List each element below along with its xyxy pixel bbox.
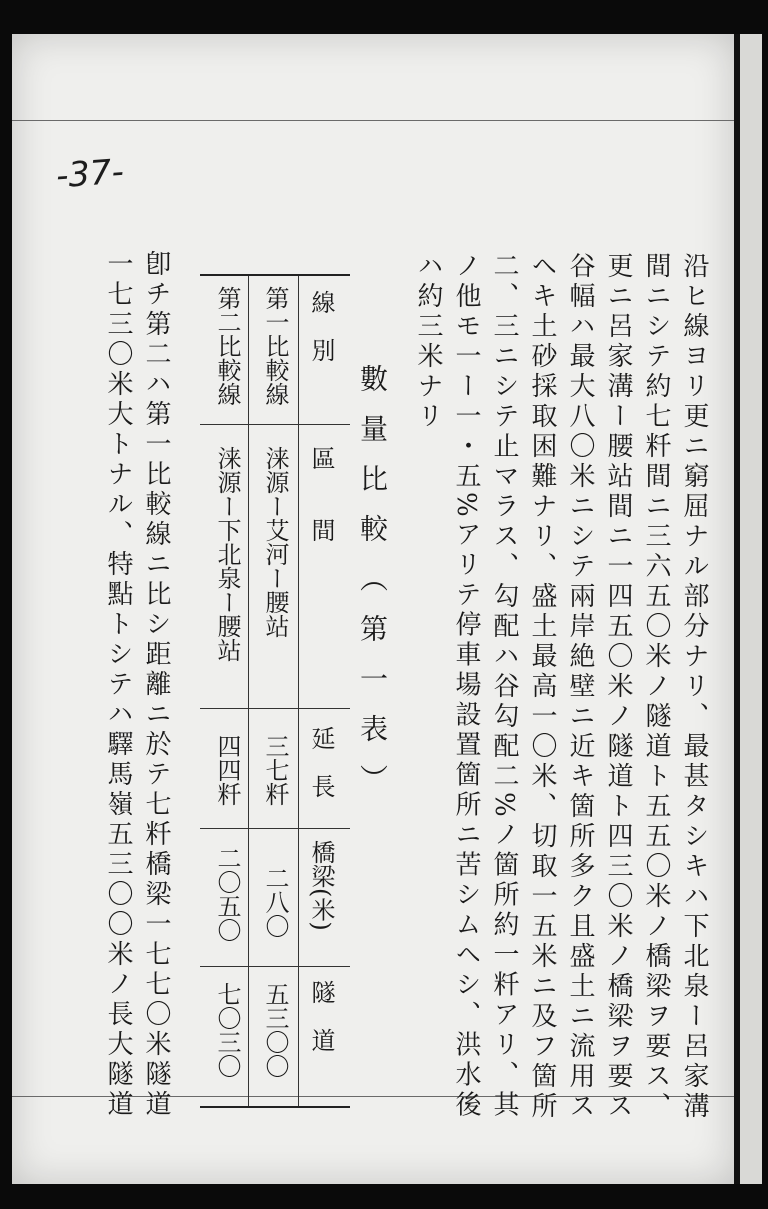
paragraph-line-2: 間ニシテ約七粁間ニ三六五〇米ノ隧道ト五五〇米ノ橋梁ヲ要ス、	[641, 252, 671, 1122]
comparison-table	[200, 274, 350, 1108]
page-number: -37-	[54, 151, 126, 197]
top-rule	[12, 120, 734, 121]
row1-line: 第一比較線	[261, 286, 289, 406]
table-hline-2	[200, 708, 350, 709]
table-vline-1	[298, 276, 299, 1106]
paragraph-line-5: ヘキ土砂採取困難ナリ、盛土最高一〇米、切取一五米ニ及フ箇所	[527, 252, 557, 1122]
document-page	[12, 34, 734, 1184]
header-length: 延 長	[307, 726, 335, 798]
header-tunnel: 隧 道	[307, 980, 335, 1052]
paragraph-line-3: 更ニ呂家溝ー腰站間ニ一四五〇米ノ隧道ト四三〇米ノ橋梁ヲ要ス	[603, 252, 633, 1122]
section-title: 數量比較（第一表）	[356, 364, 389, 814]
row1-section: 涞源ー艾河ー腰站	[261, 446, 289, 638]
header-line: 線 別	[307, 290, 335, 362]
closing-line-1: 卽チ第二ハ第一比較線ニ比シ距離ニ於テ七粁橋梁一七七〇米隧道	[141, 250, 171, 1120]
page-binding-edge	[734, 34, 762, 1184]
table-hline-1	[200, 424, 350, 425]
header-bridge: 橋梁(米)	[307, 840, 335, 931]
row2-section: 涞源ー下北泉ー腰站	[213, 446, 241, 662]
row2-bridge: 二〇五〇	[213, 846, 241, 942]
row2-line: 第二比較線	[213, 286, 241, 406]
row1-length: 三七粁	[261, 734, 289, 806]
paragraph-line-8: ハ約三米ナリ	[413, 252, 443, 432]
row2-length: 四四粁	[213, 734, 241, 806]
table-vline-2	[248, 276, 249, 1106]
header-section: 區 間	[307, 446, 335, 542]
closing-line-2: 一七三〇米大トナル、特點トシテハ驛馬嶺五三〇〇米ノ長大隧道	[103, 250, 133, 1120]
row1-bridge: 二八〇	[261, 866, 289, 938]
table-hline-4	[200, 966, 350, 967]
table-hline-3	[200, 828, 350, 829]
paragraph-line-1: 沿ヒ線ヨリ更ニ窮屈ナル部分ナリ、最甚タシキハ下北泉ー呂家溝	[679, 252, 709, 1122]
row2-tunnel: 七〇三〇	[213, 982, 241, 1078]
paragraph-line-4: 谷幅ハ最大八〇米ニシテ兩岸絶壁ニ近キ箇所多ク且盛土ニ流用ス	[565, 252, 595, 1122]
row1-tunnel: 五三〇〇	[261, 982, 289, 1078]
paragraph-line-6: 二、三ニシテ止マラス、勾配ハ谷勾配二%ノ箇所約一粁アリ、其	[489, 252, 519, 1121]
paragraph-line-7: ノ他モ一ー一・五%アリテ停車場設置箇所ニ苦シムヘシ、洪水後	[451, 252, 481, 1121]
